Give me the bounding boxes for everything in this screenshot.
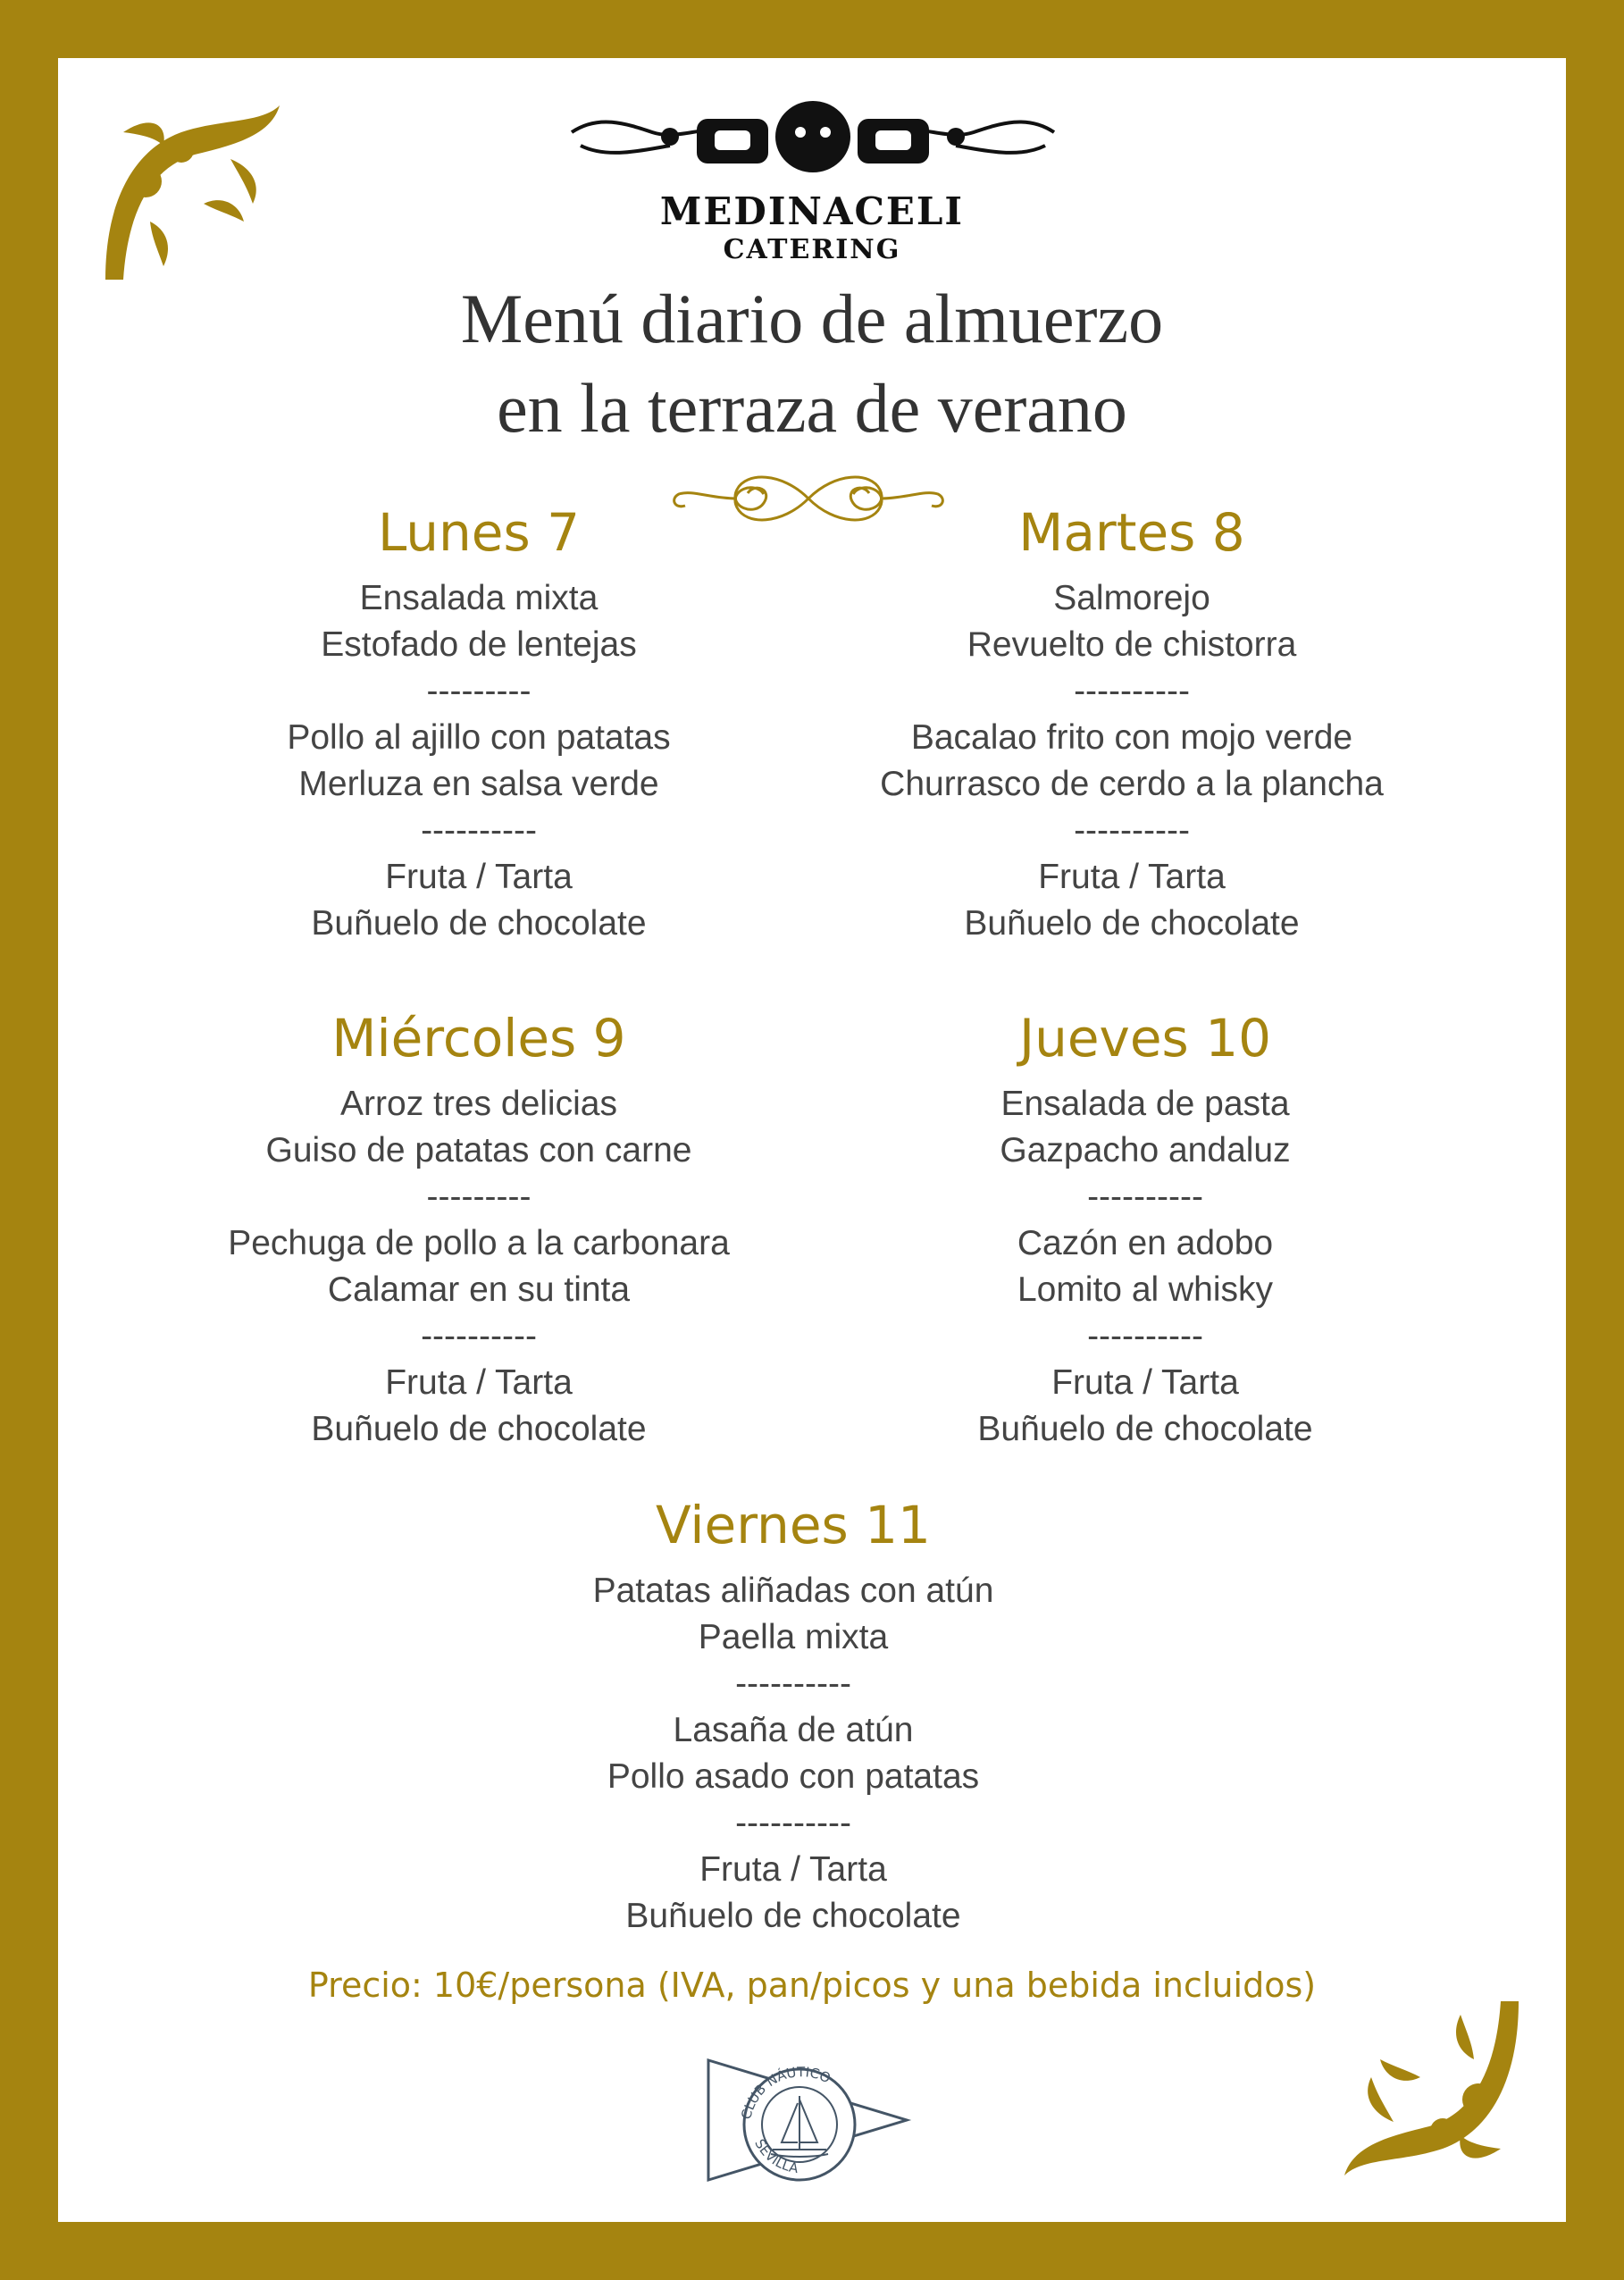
menu-line: Fruta / Tarta bbox=[1038, 858, 1226, 896]
day-title: Lunes 7 bbox=[377, 502, 581, 563]
menu-line: Buñuelo de chocolate bbox=[311, 904, 647, 943]
day-block-lunes bbox=[139, 504, 818, 947]
menu-line: Salmorejo bbox=[1053, 579, 1210, 617]
brand-name: MEDINACELI bbox=[659, 189, 965, 233]
menu-line: Revuelto de chistorra bbox=[967, 625, 1297, 664]
menu-line: Paella mixta bbox=[698, 1618, 889, 1656]
menu-line: Ensalada mixta bbox=[359, 579, 599, 617]
page-title-line-2: en la terraza de verano bbox=[497, 369, 1127, 447]
club-logo-bottom-text: SEVILLA bbox=[751, 2136, 800, 2177]
day-title: Miércoles 9 bbox=[331, 1008, 626, 1069]
separator-line: ---------- bbox=[735, 1664, 851, 1703]
menu-line: Guiso de patatas con carne bbox=[265, 1131, 692, 1169]
club-nautico-pennant-icon bbox=[701, 2053, 916, 2187]
menu-line: Buñuelo de chocolate bbox=[977, 1410, 1313, 1448]
day-title: Viernes 11 bbox=[656, 1495, 931, 1555]
menu-line: Pollo asado con patatas bbox=[607, 1757, 980, 1796]
club-logo-top-text: CLUB NÁUTICO bbox=[738, 2064, 833, 2121]
menu-line: Ensalada de pasta bbox=[1000, 1085, 1290, 1123]
separator-line: ---------- bbox=[1074, 811, 1190, 850]
menu-line: Fruta / Tarta bbox=[385, 1363, 573, 1402]
separator-line: ---------- bbox=[421, 811, 537, 850]
separator-line: ---------- bbox=[1087, 1317, 1203, 1355]
separator-line: ---------- bbox=[421, 1317, 537, 1355]
menu-line: Churrasco de cerdo a la plancha bbox=[880, 765, 1384, 803]
menu-line: Fruta / Tarta bbox=[385, 858, 573, 896]
menu-line: Fruta / Tarta bbox=[1051, 1363, 1239, 1402]
menu-line: Gazpacho andaluz bbox=[1000, 1131, 1291, 1169]
menu-line: Lomito al whisky bbox=[1017, 1270, 1274, 1309]
menu-line: Cazón en adobo bbox=[1017, 1224, 1274, 1262]
price-line: Precio: 10€/persona (IVA, pan/picos y una bebida incluidos) bbox=[307, 1966, 1317, 2005]
menu-line: Estofado de lentejas bbox=[321, 625, 637, 664]
menu-line: Buñuelo de chocolate bbox=[625, 1897, 961, 1935]
day-block-miercoles bbox=[139, 1010, 818, 1453]
corner-ornament-icon bbox=[1335, 1992, 1528, 2184]
menu-line: Pechuga de pollo a la carbonara bbox=[228, 1224, 730, 1262]
menu-line: Fruta / Tarta bbox=[699, 1850, 887, 1889]
separator-line: --------- bbox=[426, 672, 532, 710]
day-title: Martes 8 bbox=[1018, 502, 1245, 563]
menu-line: Buñuelo de chocolate bbox=[311, 1410, 647, 1448]
page-title-line-1: Menú diario de almuerzo bbox=[460, 280, 1164, 357]
menu-line: Lasaña de atún bbox=[673, 1711, 914, 1749]
day-block-viernes bbox=[454, 1496, 1133, 1940]
menu-line: Arroz tres delicias bbox=[340, 1085, 617, 1123]
cherub-emblem-icon bbox=[563, 96, 1063, 186]
menu-line: Bacalao frito con mojo verde bbox=[910, 718, 1353, 757]
brand-subname: CATERING bbox=[723, 234, 901, 265]
separator-line: ---------- bbox=[735, 1804, 851, 1842]
menu-line: Calamar en su tinta bbox=[327, 1270, 631, 1309]
day-title: Jueves 10 bbox=[1018, 1008, 1271, 1069]
menu-line: Merluza en salsa verde bbox=[298, 765, 659, 803]
menu-line: Patatas aliñadas con atún bbox=[592, 1572, 994, 1610]
separator-line: --------- bbox=[426, 1178, 532, 1216]
day-block-jueves bbox=[806, 1010, 1485, 1453]
menu-line: Buñuelo de chocolate bbox=[964, 904, 1300, 943]
separator-line: ---------- bbox=[1087, 1178, 1203, 1216]
day-block-martes bbox=[792, 504, 1471, 947]
menu-line: Pollo al ajillo con patatas bbox=[287, 718, 671, 757]
separator-line: ---------- bbox=[1074, 672, 1190, 710]
